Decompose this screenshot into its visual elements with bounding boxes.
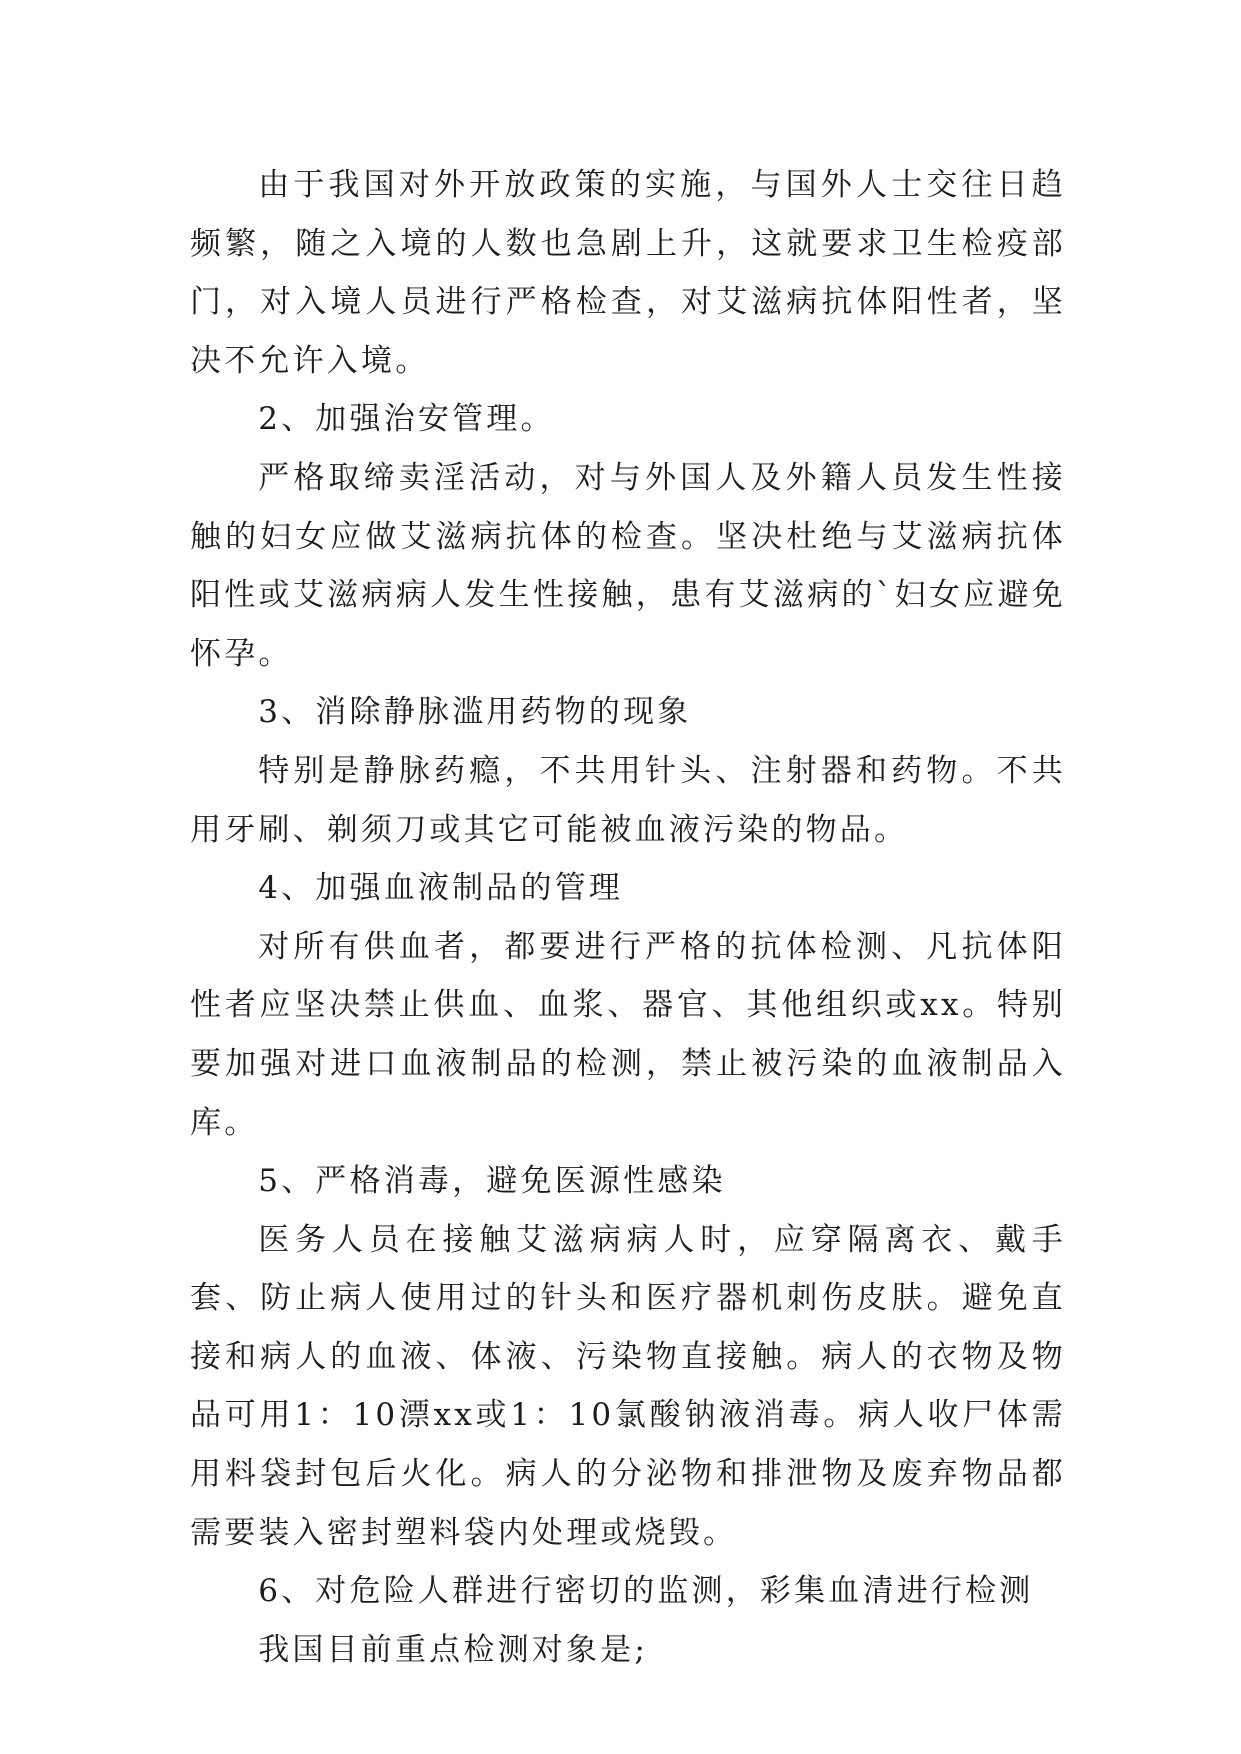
- section-heading-6: 6、对危险人群进行密切的监测，彩集血清进行检测: [258, 1573, 1034, 1610]
- paragraph-blood-products: 对所有供血者，都要进行严格的抗体检测、凡抗体阳性者应坚决禁止供血、血浆、器官、其他组织或xx。特别要加强对进口血液制品的检测，禁止被污染的血液制品入库。: [190, 928, 1066, 1141]
- paragraph-drug-abuse: 特别是静脉药瘾，不共用针头、注射器和药物。不共用牙刷、剃须刀或其它可能被血液污染的物品。: [190, 752, 1066, 848]
- paragraph-disinfection: 医务人员在接触艾滋病病人时，应穿隔离衣、戴手套、防止病人使用过的针头和医疗器机刺伤皮肤。避免直接和病人的血液、体液、污染物直接触。病人的衣物及物品可用1：10漂xx或1：10氯酸钠液消毒。病人收尸体需用料袋封包后火化。病人的分泌物和排泄物及废弃物品都需要装入密封塑料袋内处理或烧毁。: [190, 1221, 1066, 1551]
- document-body: [190, 156, 1066, 1679]
- paragraph-entry-control: 由于我国对外开放政策的实施，与国外人士交往日趋频繁，随之入境的人数也急剧上升，这就要求卫生检疫部门，对入境人员进行严格检查，对艾滋病抗体阳性者，坚决不允许入境。: [190, 167, 1066, 379]
- paragraph-monitoring-targets: 我国目前重点检测对象是;: [258, 1631, 649, 1668]
- section-heading-2: 2、加强治安管理。: [258, 401, 555, 438]
- section-heading-4: 4、加强血液制品的管理: [258, 870, 624, 907]
- section-heading-5: 5、严格消毒，避免医源性感染: [258, 1163, 726, 1200]
- section-heading-3: 3、消除静脉滥用药物的现象: [258, 694, 692, 731]
- paragraph-public-security: 严格取缔卖淫活动，对与外国人及外籍人员发生性接触的妇女应做艾滋病抗体的检查。坚决杜绝与艾滋病抗体阳性或艾滋病病人发生性接触，患有艾滋病的`妇女应避免怀孕。: [190, 459, 1066, 672]
